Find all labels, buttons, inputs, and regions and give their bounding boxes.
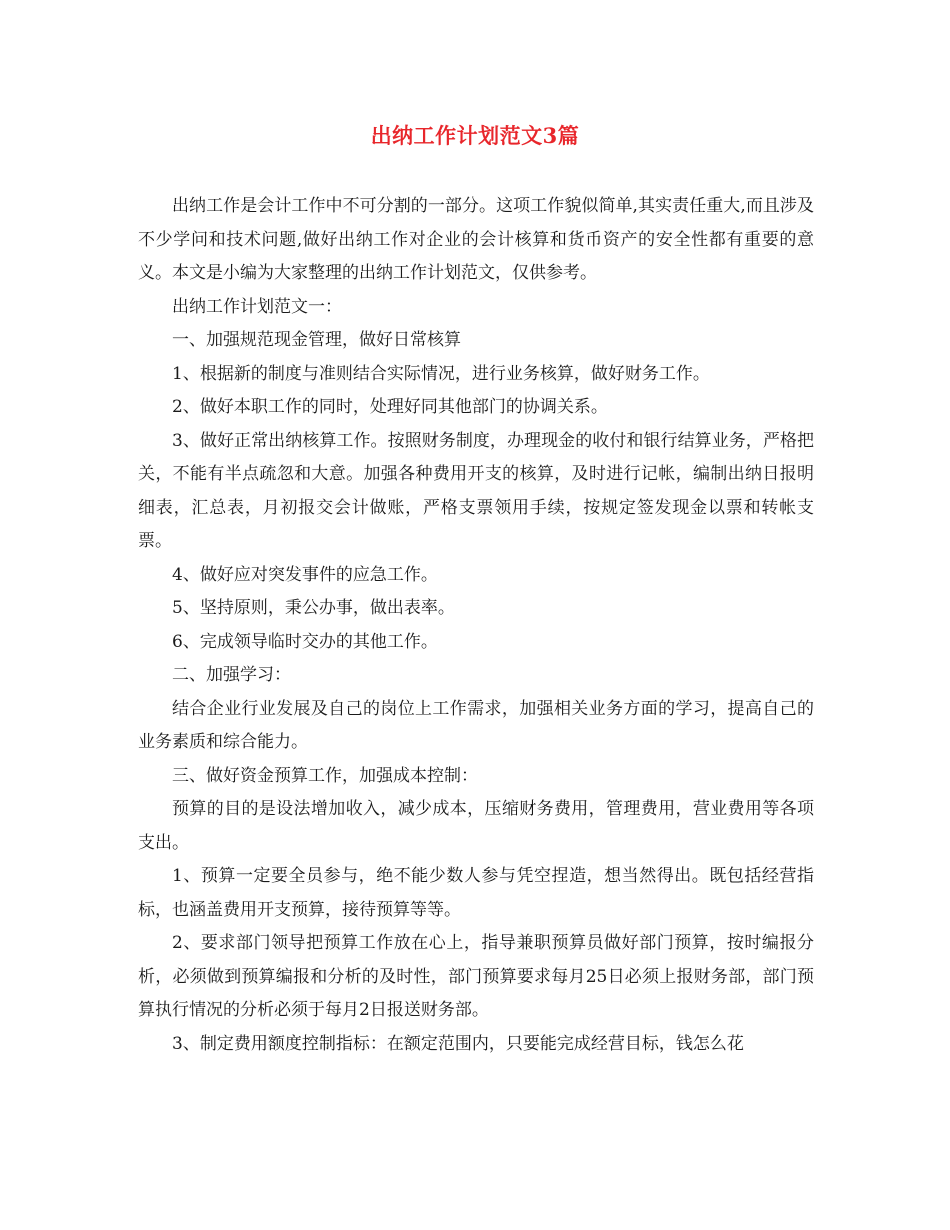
paragraph-section-heading-1: 出纳工作计划范文一： <box>172 296 342 317</box>
paragraph-budget-item-3: 3、制定费用额度控制指标：在额定范围内，只要能完成经营目标，钱怎么花 <box>172 1033 744 1054</box>
paragraph-item-5: 5、坚持原则，秉公办事，做出表率。 <box>172 598 455 618</box>
paragraph-budget-item-1: 1、预算一定要全员参与，绝不能少数人参与凭空捏造，想当然得出。既包括经营指标，也涵盖费用开支预算，接待预算等等。 <box>138 866 814 920</box>
paragraph-budget-purpose: 预算的目的是设法增加收入，减少成本，压缩财务费用，管理费用，营业费用等各项支出。 <box>138 799 814 853</box>
paragraph-heading-budget: 三、做好资金预算工作，加强成本控制： <box>172 765 478 786</box>
paragraph-budget-item-2: 2、要求部门领导把预算工作放在心上，指导兼职预算员做好部门预算，按时编报分析，必须做到预算编报和分析的及时性，部门预算要求每月25日必须上报财务部，部门预算执行情况的分析必须于每月2日报送财务部。 <box>138 933 814 1020</box>
paragraph-intro: 出纳工作是会计工作中不可分割的一部分。这项工作貌似简单,其实责任重大,而且涉及不少学问和技术问题,做好出纳工作对企业的会计核算和货币资产的安全性都有重要的意义。本文是小编为大家整理的出纳工作计划范文，仅供参考。 <box>138 196 814 283</box>
document-title: 出纳工作计划范文3篇 <box>370 123 580 148</box>
paragraph-item-1: 1、根据新的制度与准则结合实际情况，进行业务核算，做好财务工作。 <box>172 363 710 384</box>
paragraph-heading-study: 二、加强学习： <box>172 665 291 685</box>
paragraph-item-4: 4、做好应对突发事件的应急工作。 <box>172 564 438 585</box>
paragraph-study-text: 结合企业行业发展及自己的岗位上工作需求，加强相关业务方面的学习，提高自己的业务素质和综合能力。 <box>138 698 814 752</box>
paragraph-item-3: 3、做好正常出纳核算工作。按照财务制度，办理现金的收付和银行结算业务，严格把关，不能有半点疏忽和大意。加强各种费用开支的核算，及时进行记帐，编制出纳日报明细表，汇总表，月初报交会计做账，严格支票领用手续，按规定签发现金以票和转帐支票。 <box>138 430 814 551</box>
document-body <box>138 190 814 1061</box>
paragraph-heading-cash-management: 一、加强规范现金管理，做好日常核算 <box>172 330 461 350</box>
paragraph-item-2: 2、做好本职工作的同时，处理好同其他部门的协调关系。 <box>172 397 608 417</box>
paragraph-item-6: 6、完成领导临时交办的其他工作。 <box>172 631 438 652</box>
